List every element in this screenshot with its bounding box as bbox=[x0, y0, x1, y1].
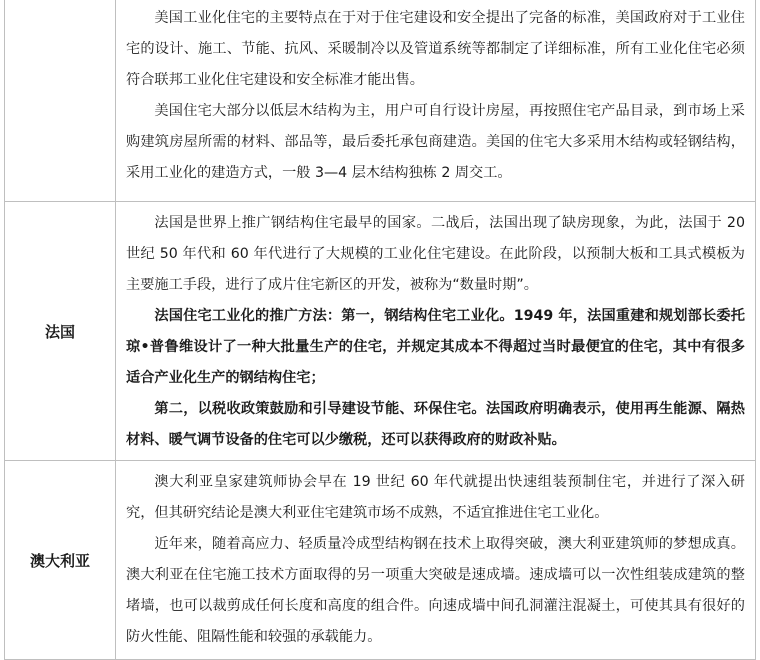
paragraph-bold: 法国住宅工业化的推广方法：第一，钢结构住宅工业化。1949 年，法国重建和规划部长委托琼•普鲁维设计了一种大批量生产的住宅，并规定其成本不得超过当时最便宜的住宅，其中有很多适合产业化生产的钢结构住宅； bbox=[126, 308, 745, 386]
paragraph-bold: 第二，以税收政策鼓励和引导建设节能、环保住宅。法国政府明确表示，使用再生能源、隔热材料、暖气调节设备的住宅可以少缴税，还可以获得政府的财政补贴。 bbox=[126, 401, 745, 448]
country-cell: 法国 bbox=[5, 202, 116, 461]
table-row-france bbox=[5, 202, 756, 461]
country-cell bbox=[5, 0, 116, 202]
paragraph: 美国住宅大部分以低层木结构为主，用户可自行设计房屋，再按照住宅产品目录，到市场上采购建筑房屋所需的材料、部品等，最后委托承包商建造。美国的住宅大多采用木结构或轻钢结构，采用工业化的建造方式，一般 3—4 层木结构独栋 2 周交工。 bbox=[126, 103, 745, 181]
content-cell bbox=[116, 202, 756, 461]
housing-comparison-table bbox=[4, 0, 756, 660]
paragraph: 法国是世界上推广钢结构住宅最早的国家。二战后，法国出现了缺房现象，为此，法国于 20 世纪 50 年代和 60 年代进行了大规模的工业化住宅建设。在此阶段，以预制大板和工具式模板为主要施工手段，进行了成片住宅新区的开发，被称为“数量时期”。 bbox=[126, 215, 745, 293]
country-cell: 澳大利亚 bbox=[5, 461, 116, 660]
paragraph: 近年来，随着高应力、轻质量冷成型结构钢在技术上取得突破，澳大利亚建筑师的梦想成真。澳大利亚在住宅施工技术方面取得的另一项重大突破是速成墙。速成墙可以一次性组装成建筑的整堵墙，也可以裁剪成任何长度和高度的组合件。向速成墙中间孔洞灌注混凝土，可使其具有很好的防火性能、阻隔性能和较强的承载能力。 bbox=[126, 536, 745, 645]
paragraph: 美国工业化住宅的主要特点在于对于住宅建设和安全提出了完备的标准，美国政府对于工业住宅的设计、施工、节能、抗风、采暖制冷以及管道系统等都制定了详细标准，所有工业化住宅必须符合联邦工业化住宅建设和安全标准才能出售。 bbox=[126, 10, 745, 88]
content-cell bbox=[116, 0, 756, 202]
table-row-usa bbox=[5, 0, 756, 202]
paragraph: 澳大利亚皇家建筑师协会早在 19 世纪 60 年代就提出快速组装预制住宅，并进行了深入研究，但其研究结论是澳大利亚住宅建筑市场不成熟，不适宜推进住宅工业化。 bbox=[126, 474, 745, 521]
